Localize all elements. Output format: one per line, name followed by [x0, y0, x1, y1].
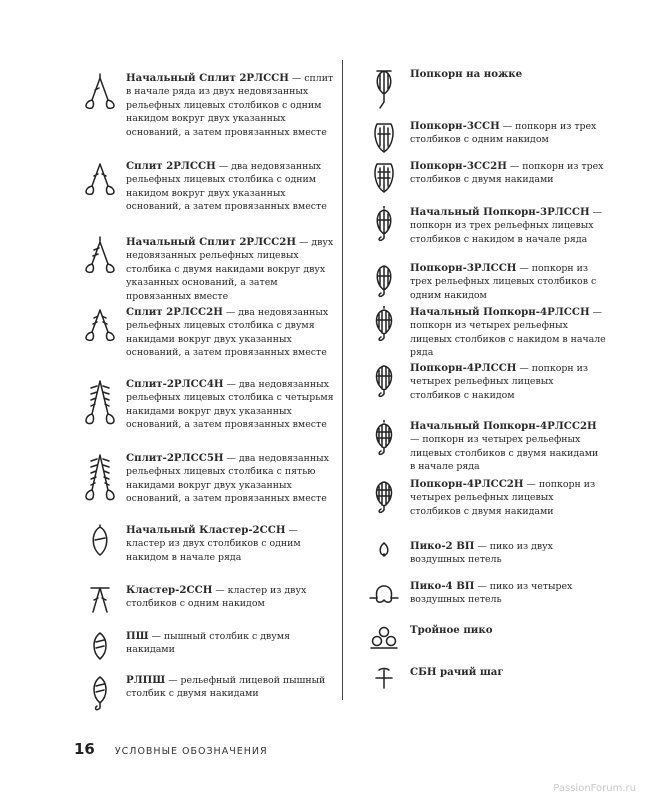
entry-description: — двух недовязанных рельефных лицевых столбика с двумя накидами вокруг двух указанных оснований, а затем провязанных вместе [126, 237, 334, 302]
legend-entry [74, 630, 334, 662]
legend-entry [358, 120, 606, 156]
entry-description: — кластер из двух столбиков с одним накидом [126, 585, 307, 610]
split-2rlss4n-icon [74, 378, 126, 430]
entry-term: Тройное пико [410, 624, 493, 636]
legend-entry [74, 160, 334, 214]
entry-term: Начальный Попкорн-4РЛСС2Н [410, 420, 597, 432]
entry-description: — два недовязанных рельефных лицевых столбика с одним накидом вокруг двух указанных оснований, а затем провязанных вместе [126, 161, 327, 213]
entry-term: СБН рачий шаг [410, 666, 504, 678]
picot-4ch-icon [358, 580, 410, 606]
legend-entry [74, 378, 334, 432]
legend-entry [358, 580, 606, 607]
legend-entry [358, 262, 606, 302]
entry-term: Попкорн-3РЛССН [410, 262, 517, 274]
split-2rlssn-icon [74, 160, 126, 200]
legend-entry [74, 674, 334, 714]
entry-description: — попкорн из трех рельефных лицевых столбиков с накидом в начале ряда [410, 207, 602, 245]
entry-term: Сплит-2РЛСС5Н [126, 452, 224, 464]
entry-description: — кластер из двух столбиков с одним накидом в начале ряда [126, 525, 301, 563]
popcorn-3ss2n-icon [358, 160, 410, 196]
entry-term: РЛПШ [126, 674, 166, 686]
entry-term: Пико-2 ВП [410, 540, 475, 552]
legend-entry [74, 524, 334, 564]
legend-entry [358, 306, 606, 360]
initial-popcorn-3rlssn-icon [358, 206, 410, 246]
page-number: 16 [74, 740, 95, 758]
entry-term: Пико-4 ВП [410, 580, 475, 592]
entry-term: ПШ [126, 630, 149, 642]
initial-split-2rlssn-icon [74, 72, 126, 112]
legend-entry [358, 420, 606, 474]
entry-term: Сплит 2РЛСС2Н [126, 306, 223, 318]
initial-popcorn-4rlssn-icon [358, 306, 410, 346]
legend-entry [74, 236, 334, 303]
picot-2ch-icon [358, 540, 410, 560]
popcorn-4rlssn-icon [358, 362, 410, 402]
entry-description: — попкорн из трех столбиков с двумя накидами [410, 161, 604, 186]
popcorn-on-stem-icon [358, 68, 410, 112]
cluster-2ssn-icon [74, 584, 126, 618]
front-post-puff-icon [74, 674, 126, 714]
legend-entry [74, 452, 334, 506]
legend-entry [358, 206, 606, 246]
entry-description: — попкорн из трех столбиков с одним накидом [410, 121, 597, 146]
legend-entry [358, 362, 606, 402]
entry-term: Кластер-2ССН [126, 584, 213, 596]
split-2rlss2n-icon [74, 306, 126, 346]
reverse-sc-icon [358, 666, 410, 692]
entry-description: — попкорн из четырех рельефных лицевых столбиков с двумя накидами [410, 479, 596, 517]
entry-description: — два недовязанных рельефных лицевых столбика с пятью накидами вокруг двух указанных оснований, а затем провязанных вместе [126, 453, 329, 505]
legend-entry [358, 540, 606, 567]
popcorn-4rlss2n-icon [358, 478, 410, 518]
entry-description: — попкорн из трех рельефных лицевых столбиков с одним накидом [410, 263, 597, 301]
puff-stitch-icon [74, 630, 126, 662]
entry-term: Попкорн-4РЛССН [410, 362, 517, 374]
entry-description: — сплит в начале ряда из двух недовязанных рельефных лицевых столбиков с одним накидом вокруг двух указанных оснований, а затем провязанных вместе [126, 73, 334, 138]
triple-picot-icon [358, 624, 410, 652]
entry-term: Попкорн-4РЛСС2Н [410, 478, 524, 490]
entry-term: Попкорн-3ССН [410, 120, 500, 132]
legend-entry [74, 584, 334, 618]
entry-description: — пышный столбик с двумя накидами [126, 631, 291, 656]
watermark: PassionForum.ru [553, 783, 636, 794]
section-title: УСЛОВНЫЕ ОБОЗНАЧЕНИЯ [114, 746, 268, 757]
entry-description: — пико из двух воздушных петель [410, 541, 553, 566]
entry-description: — попкорн из четырех рельефных лицевых столбиков с двумя накидами в начале ряда [410, 434, 599, 473]
popcorn-3rlssn-icon [358, 262, 410, 302]
entry-term: Начальный Сплит 2РЛССН [126, 72, 289, 84]
entry-term: Попкорн на ножке [410, 68, 523, 80]
entry-description: — два недовязанных рельефных лицевых столбика с двумя накидами вокруг двух указанных оснований, а затем провязанных вместе [126, 307, 329, 359]
entry-term: Начальный Попкорн-4РЛССН [410, 306, 590, 318]
split-2rlss5n-icon [74, 452, 126, 506]
initial-popcorn-4rlss2n-icon [358, 420, 410, 460]
entry-term: Начальный Кластер-2ССН [126, 524, 286, 536]
entry-description: — пико из четырех воздушных петель [410, 581, 573, 606]
entry-description: — попкорн из четырех рельефных лицевых столбиков с накидом [410, 363, 589, 401]
legend-entry [358, 68, 606, 112]
entry-description: — рельефный лицевой пышный столбик с двумя накидами [126, 675, 326, 700]
legend-entry [358, 624, 606, 652]
popcorn-3ssn-icon [358, 120, 410, 156]
entry-term: Начальный Сплит 2РЛСС2Н [126, 236, 297, 248]
column-divider [342, 60, 343, 700]
entry-term: Сплит-2РЛСС4Н [126, 378, 224, 390]
entry-term: Сплит 2РЛССН [126, 160, 216, 172]
legend-entry [358, 478, 606, 518]
legend-entry [358, 666, 606, 692]
legend-entry [74, 72, 334, 139]
entry-term: Начальный Попкорн-3РЛССН [410, 206, 590, 218]
entry-description: — попкорн из четырех рельефных лицевых столбиков с накидом в начале ряда [410, 307, 606, 359]
page-footer [74, 740, 268, 758]
initial-split-2rlss2n-icon [74, 236, 126, 276]
initial-cluster-2ssn-icon [74, 524, 126, 558]
legend-entry [358, 160, 606, 196]
entry-description: — два недовязанных рельефных лицевых столбика с четырьмя накидами вокруг двух указанных оснований, а затем провязанных вместе [126, 379, 334, 431]
entry-term: Попкорн-3СС2Н [410, 160, 507, 172]
legend-entry [74, 306, 334, 360]
